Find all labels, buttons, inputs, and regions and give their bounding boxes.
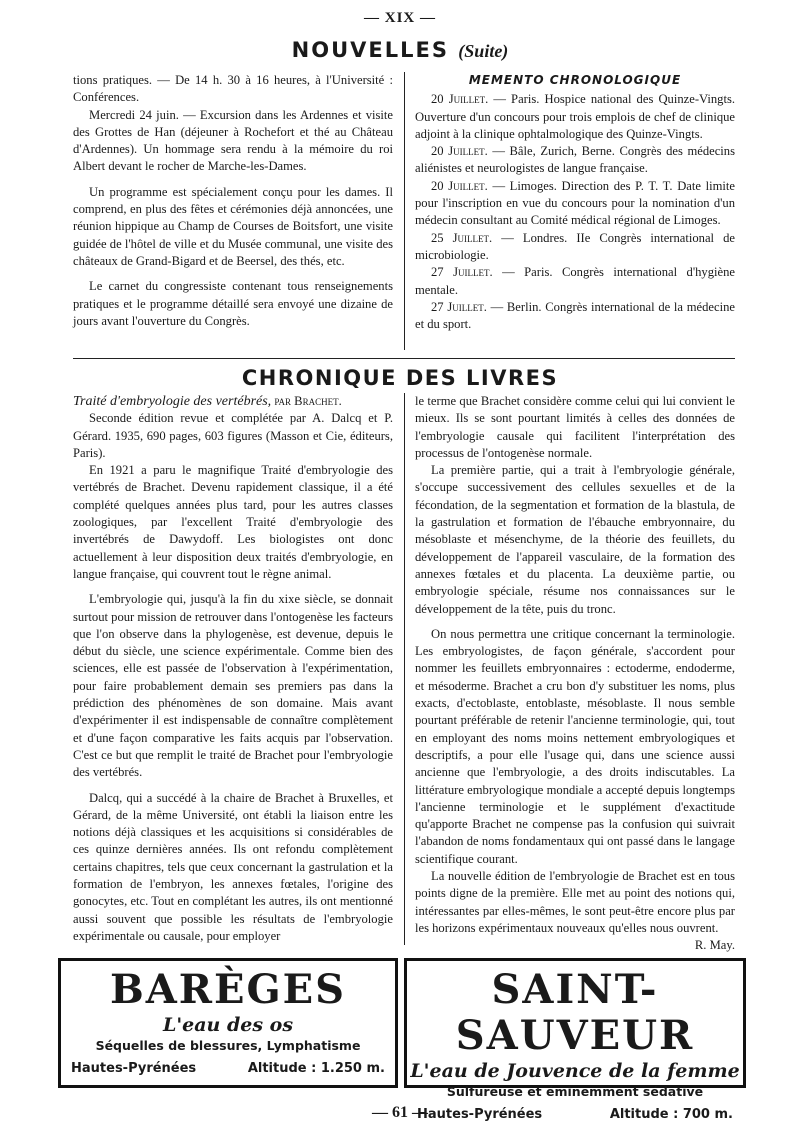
ad-region: Hautes-Pyrénées xyxy=(71,1061,197,1076)
memento-text: — Bâle, Zurich, Berne. Congrès des médecins aliénistes et neurologistes de langue française. xyxy=(415,144,736,176)
news-paragraph: Mercredi 24 juin. — Excursion dans les Ardennes et visite des Grottes de Han (déjeuner à Rochefort et thé au Château d'Ardennes). Un hommage sera rendu à la mémoire du roi Albert devant le rocher de Marche-les-Dames. xyxy=(73,107,393,174)
memento-date: 27 Juillet. xyxy=(431,265,493,280)
book-heading xyxy=(73,393,393,410)
book-title: Traité d'embryologie des vertébrés, xyxy=(73,394,272,409)
memento-entry xyxy=(415,178,735,230)
memento-date: 25 Juillet. xyxy=(431,230,493,245)
review-paragraph: L'embryologie qui, jusqu'à la fin du xixe siècle, se donnait surtout pour mission de retrouver dans l'ontogenèse les facteurs que l'on observe dans la phylogenèse, est devenue, depuis le début du siècle, une science expérimentale. Comme bien des sciences, elle est passée de l'observation à l'expérimentation, pour faire probablement demain ses premiers pas dans la prédiction des phénomènes de son domaine. Mais avant d'expérimenter il est indispensable de connaître complètement et d'une façon comparative les faits acquis par l'observation. C'est ce but que remplit le traité de Brachet pour l'embryologie des vertébrés. xyxy=(73,592,393,780)
book-details: Seconde édition revue et complétée par A. Dalcq et P. Gérard. 1935, 690 pages, 603 figures (Masson et Cie, éditeurs, Paris). xyxy=(73,411,393,460)
ad-footer xyxy=(61,1055,395,1076)
memento-column xyxy=(415,72,735,333)
news-column-left xyxy=(73,72,393,330)
memento-entry xyxy=(415,230,735,265)
memento-date: 27 Juillet. xyxy=(431,299,487,314)
ad-description: Sulfureuse et éminemment sédative xyxy=(446,1084,704,1099)
ad-name: BARÈGES xyxy=(109,966,347,1013)
review-paragraph: La première partie, qui a trait à l'embryologie générale, s'occupe successivement des cellules sexuelles et de la fécondation, de la segmentation et formation de la blastula, de la gastrulation et formation de l'ébauche embryonnaire, du mésoblaste et mésenchyme, de la théorie des feuillets, du développement de l'appareil vasculaire, de la formation des annexes fœtales et du placenta. La deuxième partie, ou embryologie spéciale, résume nos connaissances sur le développement de la tête, puis du tronc. xyxy=(415,463,735,616)
news-paragraph: Un programme est spécialement conçu pour les dames. Il comprend, en plus des fêtes et cérémonies déjà annoncées, une réunion hippique au Champ de Courses de Boitsfort, une visite guidée de l'hôtel de ville et du Musée communal, une visite des châteaux de Grand-Bigard et de Beersel, des thés, etc. xyxy=(73,184,393,268)
news-paragraph: Le carnet du congressiste contenant tous renseignements pratiques et le programme détaillé sera envoyé une dizaine de jours avant l'ouverture du Congrès. xyxy=(73,279,393,328)
review-signature: R. May. xyxy=(694,938,735,953)
book-author: par Brachet. xyxy=(274,394,342,408)
ad-description: Séquelles de blessures, Lymphatisme xyxy=(95,1038,361,1053)
section-title xyxy=(0,38,800,62)
ad-saint-sauveur xyxy=(404,958,746,1122)
memento-entry xyxy=(415,264,735,299)
ad-bareges xyxy=(58,958,398,1088)
ad-altitude: Altitude : 700 m. xyxy=(609,1107,733,1122)
memento-text: — Paris. Congrès international d'hygiène mentale. xyxy=(415,265,735,297)
memento-text: — Berlin. Congrès international de la médecine et du sport. xyxy=(415,299,735,332)
memento-entry xyxy=(415,299,735,334)
ad-altitude: Altitude : 1.250 m. xyxy=(247,1061,385,1076)
review-paragraph: Dalcq, qui a succédé à la chaire de Brachet à Bruxelles, et Gérard, de la même Université, ont établi la liaison entre les notions déjà classiques et les acquisitions si considérables de ces quinze dernières années. Ils ont refondu complètement certains chapitres, tels que ceux concernant la gastrulation et la formation de l'embryon, les annexes fœtales, l'origine des gonocytes, etc. Tout en complétant les autres, ils ont mentionné aussi souvent que possible les résultats de l'embryologie expérimentale ou causale, pour employer xyxy=(73,790,393,943)
section-rule xyxy=(73,358,735,359)
page-number: — 61 — xyxy=(372,1104,428,1121)
memento-text: — Paris. Hospice national des Quinze-Vingts. Ouverture d'un concours pour trois emplois de chef de clinique adjoint à la clinique ophtalmologique des Quinze-Vingts. xyxy=(415,92,735,141)
review-paragraph: le terme que Brachet considère comme celui qui lui convient le mieux. Ils se sont pourtant limités à celles des données de l'embryologie causale qui facilitent l'interprétation des processus de l'ontogenèse normale. xyxy=(415,394,735,460)
memento-text: — Londres. IIe Congrès international de microbiologie. xyxy=(415,230,735,262)
section-title-text: NOUVELLES xyxy=(291,38,449,62)
ad-tagline: L'eau de Jouvence de la femme xyxy=(410,1060,740,1082)
review-paragraph: La nouvelle édition de l'embryologie de Brachet est en tous points digne de la première. Elle met au point des notions qui, intéressantes par elles-mêmes, le sont peut-être encore plus par les horizons expérimentaux nouveaux qu'elles nous ouvrent. xyxy=(415,869,735,935)
memento-entry xyxy=(415,143,735,178)
ad-name: SAINT-SAUVEUR xyxy=(455,966,695,1059)
memento-text: — Limoges. Direction des P. T. T. Date limite pour l'inscription en vue du concours pour la nomination d'un médecin consultant au Comité médical régional de Limoges. xyxy=(415,178,736,228)
memento-entry xyxy=(415,91,735,143)
page-roman-numeral: — XIX — xyxy=(363,10,436,26)
memento-date: 20 Juillet. xyxy=(431,144,488,159)
ad-tagline: L'eau des os xyxy=(162,1014,294,1036)
review-paragraph: On nous permettra une critique concernant la terminologie. Les embryologistes, de façon générale, s'accordent pour nommer les feuillets embryonnaires : ectoderme, endoderme, et mésoderme. Brachet a cru bon d'y substituer les noms, plus exacts, d'ectoblaste, entoblaste, mésoblaste. Il nous semble pourtant préférable de retenir l'ancienne terminologie, qui, tout en employant des noms moins nettement embryologiques et descriptifs, a pour elle l'usage qui, dans une science aussi ancienne que l'embryologie, a des droits indiscutables. La littérature embryologique mondiale a accepté depuis longtemps l'ancienne terminologie et le supplément d'exactitude qu'apporte Brachet ne compense pas la confusion qui suivrait l'abandon de noms fondamentaux qui ont passé dans le langage scientifique courant. xyxy=(415,626,735,866)
chronique-column-left xyxy=(73,393,393,945)
memento-title: MEMENTO CHRONOLOGIQUE xyxy=(468,73,682,87)
memento-date: 20 Juillet. xyxy=(431,178,488,193)
column-divider xyxy=(404,393,405,945)
memento-date: 20 Juillet. xyxy=(431,92,489,107)
chronique-title: CHRONIQUE DES LIVRES xyxy=(241,366,559,390)
news-paragraph: tions pratiques. — De 14 h. 30 à 16 heures, à l'Université : Conférences. xyxy=(73,73,393,105)
column-divider xyxy=(404,72,405,350)
chronique-column-right xyxy=(415,393,735,955)
section-title-suffix: (Suite) xyxy=(458,41,509,61)
ad-region: Hautes-Pyrénées xyxy=(417,1107,543,1122)
review-paragraph: En 1921 a paru le magnifique Traité d'embryologie des vertébrés de Brachet. Devenu rapidement classique, il a été complété quelques années plus tard, pour les autres classes zoologiques, par l'excellent Traité d'embryologie des invertébrés de Dawydoff. Les biologistes ont donc actuellement à leur disposition deux traités d'embryologie, en langue française, qui couvrent tout le règne animal. xyxy=(73,463,393,581)
